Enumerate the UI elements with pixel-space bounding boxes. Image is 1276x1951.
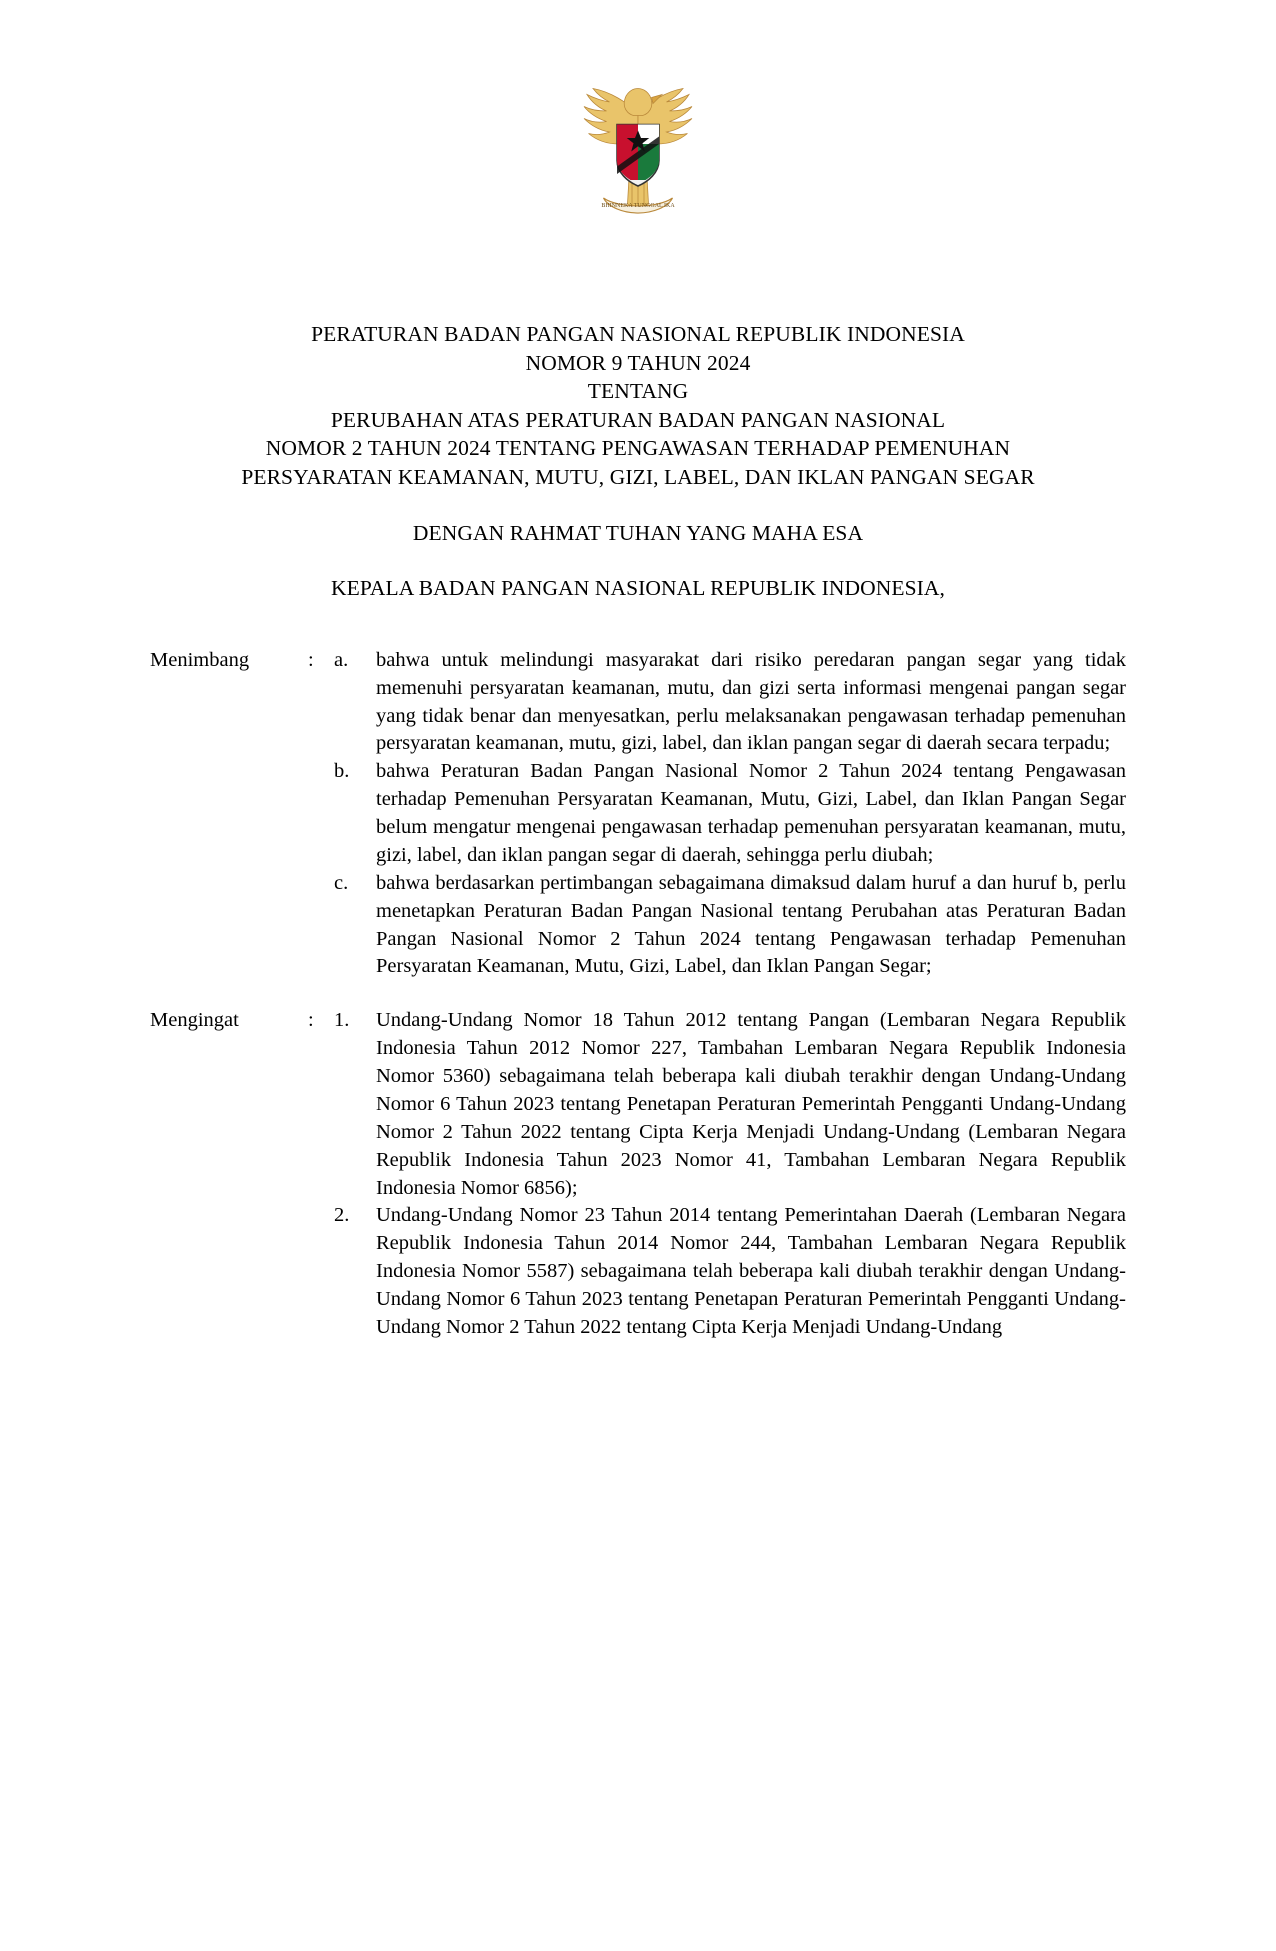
section-mengingat (150, 1007, 1126, 1202)
item-marker-2: 2. (334, 1204, 350, 1227)
item-marker-c: c. (334, 871, 349, 894)
item-marker-a: a. (334, 648, 349, 671)
item-text-c: bahwa berdasarkan pertimbangan sebagaimana dimaksud dalam huruf a dan huruf b, perlu menetapkan Peraturan Badan Pangan Nasional tentang Perubahan atas Peraturan Badan Pangan Nasional Nomor 2 Tahun 2024 tentang Pengawasan terhadap Pemenuhan Persyaratan Keamanan, Mutu, Gizi, Label, dan Iklan Pangan Segar; (376, 871, 1126, 978)
document-body (150, 647, 1126, 1342)
document-title-block (150, 320, 1126, 603)
section-label-menimbang: Menimbang (150, 648, 250, 671)
title-line-3: TENTANG (587, 379, 689, 404)
section-colon-mengingat: : (308, 1009, 314, 1032)
section-menimbang (150, 647, 1126, 759)
item-text-2: Undang-Undang Nomor 23 Tahun 2014 tentang Pemerintahan Daerah (Lembaran Negara Republik Indonesia Tahun 2014 Nomor 244, Tambahan Lembaran Negara Republik Indonesia Nomor 5587) sebagaimana telah beberapa kali diubah terakhir dengan Undang-Undang Nomor 6 Tahun 2023 tentang Penetapan Peraturan Pemerintah Pengganti Undang-Undang Nomor 2 Tahun 2022 tentang Cipta Kerja Menjadi Undang-Undang (376, 1204, 1126, 1338)
invocation-line: DENGAN RAHMAT TUHAN YANG MAHA ESA (412, 520, 864, 545)
svg-text:BHINNEKA TUNGGAL IKA: BHINNEKA TUNGGAL IKA (601, 203, 675, 209)
item-marker-b: b. (334, 760, 350, 783)
item-text-1: Undang-Undang Nomor 18 Tahun 2012 tentang Pangan (Lembaran Negara Republik Indonesia Tahun 2012 Nomor 227, Tambahan Lembaran Negara Republik Indonesia Nomor 5360) sebagaimana telah beberapa kali diubah terakhir dengan Undang-Undang Nomor 6 Tahun 2023 tentang Penetapan Peraturan Pemerintah Pengganti Undang-Undang Nomor 2 Tahun 2022 tentang Cipta Kerja Menjadi Undang-Undang (Lembaran Negara Republik Indonesia Tahun 2023 Nomor 41, Tambahan Lembaran Negara Republik Indonesia Nomor 6856); (376, 1009, 1126, 1199)
item-marker-1: 1. (334, 1009, 350, 1032)
item-text-a: bahwa untuk melindungi masyarakat dari risiko peredaran pangan segar yang tidak memenuhi persyaratan keamanan, mutu, dan gizi serta informasi mengenai pangan segar yang tidak benar dan menyesatkan, perlu melaksanakan pengawasan terhadap pemenuhan persyaratan keamanan, mutu, gizi, label, dan iklan pangan segar di daerah secara terpadu; (376, 648, 1126, 755)
item-text-b: bahwa Peraturan Badan Pangan Nasional Nomor 2 Tahun 2024 tentang Pengawasan terhadap Pemenuhan Persyaratan Keamanan, Mutu, Gizi, Label, dan Iklan Pangan Segar belum mengatur mengenai pengawasan terhadap pemenuhan persyaratan keamanan, mutu, gizi, label, dan iklan pangan segar di daerah, sehingga perlu diubah; (376, 760, 1126, 866)
section-colon-menimbang: : (308, 648, 314, 671)
emblem-container (150, 72, 1126, 232)
list-item (150, 758, 1126, 870)
title-line-1: PERATURAN BADAN PANGAN NASIONAL REPUBLIK INDONESIA (311, 322, 965, 346)
garuda-pancasila-emblem (563, 72, 713, 222)
title-line-2: NOMOR 9 TAHUN 2024 (525, 350, 751, 375)
list-item (150, 870, 1126, 982)
title-line-6: PERSYARATAN KEAMANAN, MUTU, GIZI, LABEL, DAN IKLAN PANGAN SEGAR (241, 464, 1035, 489)
section-label-mengingat: Mengingat (150, 1009, 239, 1032)
title-line-5: NOMOR 2 TAHUN 2024 TENTANG PENGAWASAN TERHADAP PEMENUHAN (265, 436, 1011, 461)
list-item (150, 1202, 1126, 1341)
authority-line: KEPALA BADAN PANGAN NASIONAL REPUBLIK INDONESIA, (330, 576, 945, 601)
title-line-4: PERUBAHAN ATAS PERATURAN BADAN PANGAN NASIONAL (330, 407, 946, 432)
